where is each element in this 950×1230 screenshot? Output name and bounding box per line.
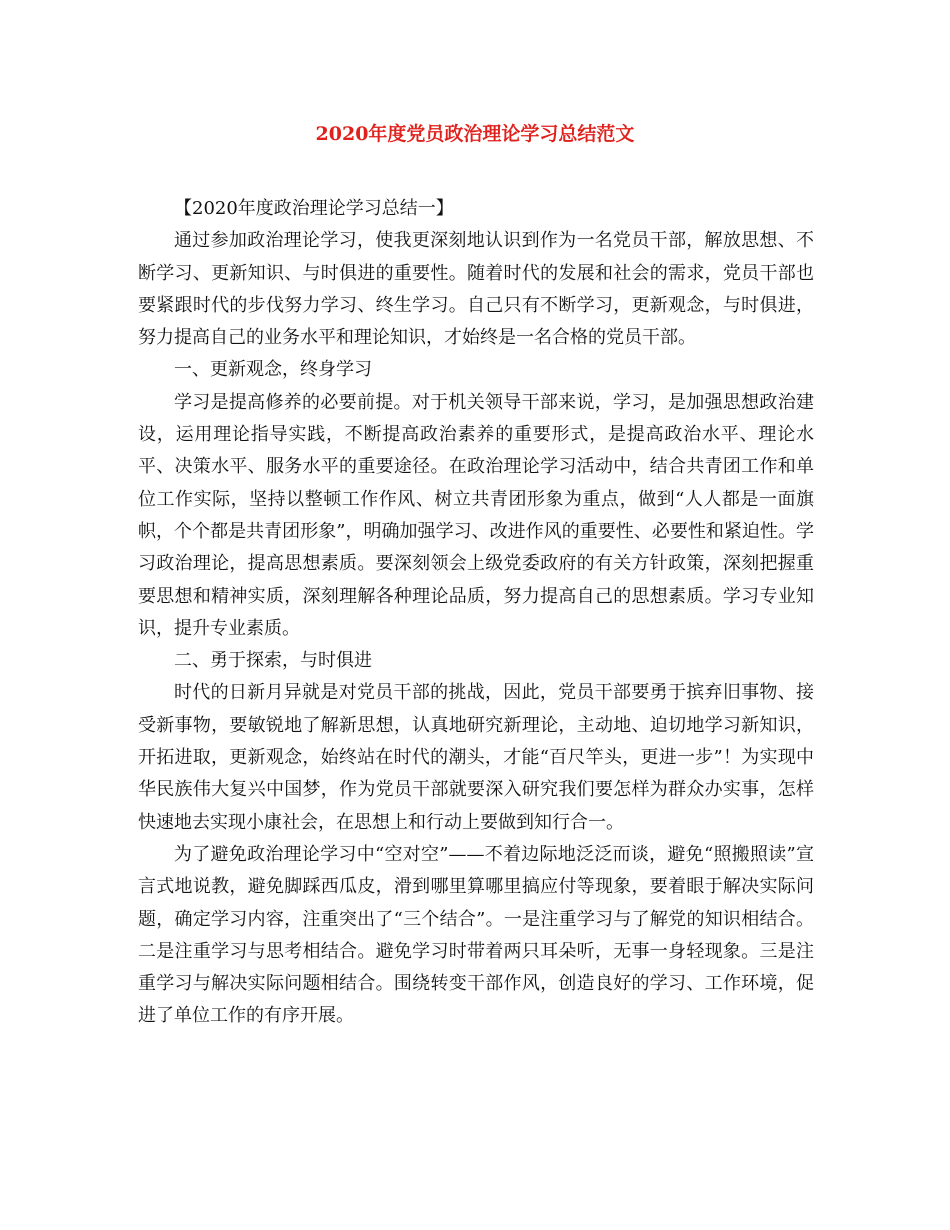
document-body [138,193,814,1033]
body-paragraph: 时代的日新月异就是对党员干部的挑战，因此，党员干部要勇于摈弃旧事物、接受新事物，要敏锐地了解新思想，认真地研究新理论，主动地、迫切地学习新知识，开拓进取，更新观念，始终站在时代的潮头，才能“百尺竿头，更进一步”！为实现中华民族伟大复兴中国梦，作为党员干部就要深入研究我们要怎样为群众办实事，怎样快速地去实现小康社会，在思想上和行动上要做到知行合一。 [138,682,814,833]
section-header: 【2020年度政治理论学习总结一】 [174,198,454,219]
body-paragraph: 为了避免政治理论学习中“空对空”——不着边际地泛泛而谈，避免“照搬照读”宣言式地说教，避免脚踩西瓜皮，滑到哪里算哪里搞应付等现象，要着眼于解决实际问题，确定学习内容，注重突出了“三个结合”。一是注重学习与了解党的知识相结合。二是注重学习与思考相结合。避免学习时带着两只耳朵听，无事一身轻现象。三是注重学习与解决实际问题相结合。围绕转变干部作风，创造良好的学习、工作环境，促进了单位工作的有序开展。 [138,843,814,1027]
section-heading: 二、勇于探索，与时俱进 [174,650,372,672]
section-heading: 一、更新观念，终身学习 [174,359,372,381]
document-title: 2020年度党员政治理论学习总结范文 [315,123,635,145]
body-paragraph: 学习是提高修养的必要前提。对于机关领导干部来说，学习，是加强思想政治建设，运用理论指导实践，不断提高政治素养的重要形式，是提高政治水平、理论水平、决策水平、服务水平的重要途径。在政治理论学习活动中，结合共青团工作和单位工作实际，坚持以整顿工作作风、树立共青团形象为重点，做到“人人都是一面旗帜，个个都是共青团形象”，明确加强学习、改进作风的重要性、必要性和紧迫性。学习政治理论，提高思想素质。要深刻领会上级党委政府的有关方针政策，深刻把握重要思想和精神实质，深刻理解各种理论品质，努力提高自己的思想素质。学习专业知识，提升专业素质。 [138,391,814,639]
body-paragraph: 通过参加政治理论学习，使我更深刻地认识到作为一名党员干部，解放思想、不断学习、更新知识、与时俱进的重要性。随着时代的发展和社会的需求，党员干部也要紧跟时代的步伐努力学习、终生学习。自己只有不断学习，更新观念，与时俱进，努力提高自己的业务水平和理论知识，才始终是一名合格的党员干部。 [138,230,814,349]
